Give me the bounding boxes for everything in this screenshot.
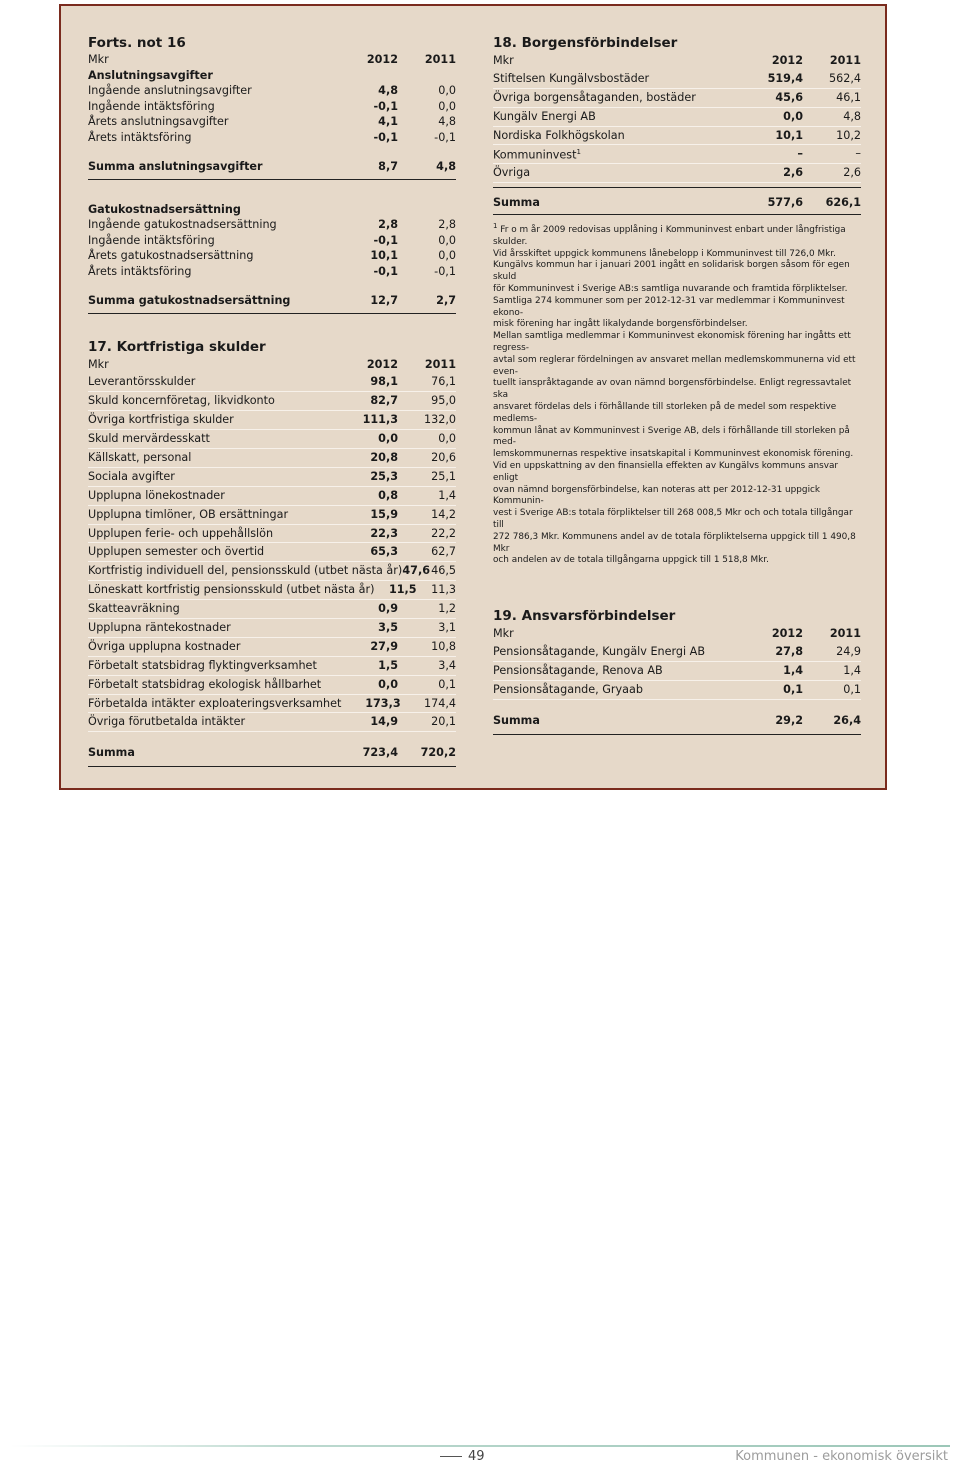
table-row — [88, 233, 456, 249]
row-label: Pensionsåtagande, Kungälv Energi AB — [493, 645, 706, 659]
table-row — [88, 248, 456, 264]
right-column — [493, 34, 861, 735]
row-label: Skuld koncernföretag, likvidkonto — [88, 394, 275, 408]
row-label: Ingående intäktsföring — [88, 99, 215, 113]
row-label: Ingående anslutningsavgifter — [88, 84, 252, 97]
table-row — [493, 127, 861, 146]
table-row — [88, 392, 456, 411]
footnote-text: Fr o m år 2009 redovisas upplåning i Kommuninvest enbart under långfristiga skulder. — [493, 225, 846, 247]
value-2012: 2,8 — [378, 218, 398, 231]
row-label: Övriga kortfristiga skulder — [88, 413, 234, 427]
value-2012: – — [797, 147, 803, 161]
value-2012: 111,3 — [362, 413, 398, 427]
value-2012: 45,6 — [775, 90, 803, 104]
row-label — [493, 144, 741, 165]
section-title-gatu: Gatukostnadsersättning — [88, 202, 241, 216]
row-label: Sociala avgifter — [88, 469, 175, 483]
row-label: Upplupna räntekostnader — [88, 620, 231, 634]
value-2011: 76,1 — [431, 375, 456, 389]
table-row — [88, 638, 456, 657]
value-2012: 1,5 — [378, 658, 398, 672]
value-2012: 0,0 — [378, 677, 398, 691]
value-2012: 27,9 — [370, 639, 398, 653]
row-label: Årets intäktsföring — [88, 130, 192, 144]
value-2011: 3,4 — [438, 658, 456, 672]
table-row — [88, 264, 456, 280]
footnote-text: för Kommuninvest i Sverige AB:s samtliga nuvarande och framtida förpliktelser. — [493, 284, 848, 295]
value-2011: 46,1 — [836, 90, 861, 104]
row-label: Stiftelsen Kungälvsbostäder — [493, 71, 650, 85]
value-2011: 0,1 — [843, 682, 861, 696]
value-2011: 2,6 — [843, 166, 861, 180]
divider — [493, 734, 861, 735]
value-2011: -0,1 — [434, 264, 456, 278]
row-label: Upplupen semester och övertid — [88, 545, 265, 559]
left-column — [88, 34, 456, 767]
value-2012: 15,9 — [370, 507, 398, 521]
value-2011: 174,4 — [423, 696, 456, 710]
footnote-line — [493, 555, 861, 567]
table-row — [88, 657, 456, 676]
table-row — [493, 108, 861, 127]
footnote-text: Vid årsskiftet uppgick kommunens lånebelopp i Kommuninvest till 726,0 Mkr. — [493, 248, 836, 259]
value-2012: -0,1 — [373, 264, 398, 278]
row-label: Förbetalt statsbidrag flyktingverksamhet — [88, 658, 317, 672]
footnote-line — [493, 221, 861, 249]
table-row — [88, 468, 456, 487]
value-2012: 0,1 — [783, 682, 803, 696]
value-2011: 132,0 — [423, 413, 456, 427]
value-2012: 0,9 — [378, 602, 398, 616]
footer-rule — [10, 1445, 950, 1447]
value-2011: 0,0 — [438, 233, 456, 247]
table-row — [88, 114, 456, 130]
value-2011: 0,0 — [438, 99, 456, 113]
value-2012: 0,0 — [783, 109, 803, 123]
value-2011: 46,5 — [431, 564, 456, 578]
continued-note-title: Forts. not 16 — [88, 35, 186, 51]
row-label: Upplupna timlöner, OB ersättningar — [88, 507, 289, 521]
footnote-text: avtal som reglerar fördelningen av ansvaret mellan medlemskommunerna vid ett even- — [493, 354, 856, 377]
table-row — [88, 695, 456, 714]
value-2011: 3,1 — [438, 620, 456, 634]
row-label: Övriga borgensåtaganden, bostäder — [493, 90, 696, 104]
row-label: Skatteavräkning — [88, 602, 180, 616]
table-row — [88, 83, 456, 99]
row-label: Löneskatt kortfristig pensionsskuld (utbet nästa år) — [88, 583, 375, 597]
value-2011: 20,1 — [431, 715, 456, 729]
footnote-text: ovan nämnd borgensförbindelse, kan noteras att per 2012-12-31 uppgick Kommunin- — [493, 484, 821, 507]
row-label: Övriga upplupna kostnader — [88, 639, 241, 653]
table-row — [493, 145, 861, 164]
value-2011: 11,3 — [431, 583, 456, 597]
footnote-line — [493, 449, 861, 461]
value-2011: 1,2 — [438, 602, 456, 616]
row-label: Pensionsåtagande, Gryaab — [493, 682, 643, 696]
footer-title: Kommunen - ekonomisk översikt — [735, 1449, 948, 1464]
value-2012: 25,3 — [370, 469, 398, 483]
page-number: 49 — [440, 1449, 485, 1464]
row-label: Ingående intäktsföring — [88, 233, 215, 247]
value-2012: 47,6 — [402, 564, 430, 578]
footnote-line — [493, 508, 861, 532]
value-2012: 11,5 — [388, 583, 417, 597]
footnote-line — [493, 331, 861, 355]
value-2012: 82,7 — [370, 394, 398, 408]
row-label: Förbetalt statsbidrag ekologisk hållbarhet — [88, 677, 322, 691]
footnote-text: Vid en uppskattning av den finansiella effekten av Kungälvs kommuns ansvar enligt — [493, 461, 839, 483]
borgen-rows — [493, 70, 861, 183]
row-label: Övriga förutbetalda intäkter — [88, 715, 246, 729]
value-2011: -0,1 — [434, 130, 456, 144]
note-18-title: 18. Borgensförbindelser — [493, 35, 678, 51]
footnote-line — [493, 532, 861, 556]
value-2011: 562,4 — [828, 71, 861, 85]
value-2012: 4,8 — [378, 84, 398, 97]
column-header: Mkr 2012 2011 — [493, 627, 861, 641]
page-footer — [0, 1445, 960, 1465]
value-2012: 2,6 — [783, 166, 803, 180]
note-19-title: 19. Ansvarsförbindelser — [493, 608, 676, 625]
footnote-text: tuellt ianspråktagande av ovan nämnd borgensförbindelse. Enligt regressavtalet ska — [493, 378, 852, 401]
table-row — [88, 676, 456, 695]
column-header: Mkr 2012 2011 — [88, 357, 456, 371]
value-2012: 10,1 — [775, 128, 803, 142]
footnote-line — [493, 402, 861, 426]
value-2011: 10,8 — [431, 639, 456, 653]
sum-row-gatu: Summa gatukostnadsersättning 12,7 2,7 — [88, 294, 456, 307]
kort-rows — [88, 373, 456, 732]
footnote-line — [493, 249, 861, 261]
anslutning-rows — [88, 83, 456, 145]
footnote-line — [493, 296, 861, 320]
sum-row-borgen: Summa 577,6 626,1 — [493, 196, 861, 210]
table-row — [88, 99, 456, 115]
row-label: Årets anslutningsavgifter — [88, 115, 229, 128]
value-2011: 10,2 — [836, 128, 861, 142]
table-row — [88, 430, 456, 449]
value-2012: 27,8 — [775, 645, 803, 659]
value-2011: 62,7 — [431, 545, 456, 559]
value-2012: 65,3 — [370, 545, 398, 559]
row-label: Ingående gatukostnadsersättning — [88, 218, 277, 231]
value-2011: 4,8 — [438, 115, 456, 128]
value-2011: 1,4 — [438, 488, 456, 502]
row-label: Leverantörsskulder — [88, 375, 196, 389]
value-2012: 14,9 — [370, 715, 398, 729]
row-label: Källskatt, personal — [88, 450, 192, 464]
footnote-marker: 1 — [576, 148, 581, 157]
value-2012: 10,1 — [370, 249, 398, 262]
value-2012: 4,1 — [378, 115, 398, 128]
footnote-line — [493, 461, 861, 485]
value-2011: 24,9 — [836, 645, 861, 659]
value-2011: 0,0 — [438, 84, 456, 97]
table-row — [88, 373, 456, 392]
footnote — [493, 221, 861, 567]
divider — [88, 766, 456, 767]
footnote-text: vest i Sverige AB:s totala förpliktelser till 268 008,5 Mkr och och totala tillgångar till — [493, 508, 853, 531]
row-label: Övriga — [493, 166, 531, 180]
row-label: Kortfristig individuell del, pensionsskuld (utbet nästa år) — [88, 564, 403, 578]
row-label: Upplupen ferie- och uppehållslön — [88, 526, 274, 540]
footnote-line — [493, 284, 861, 296]
footnote-text: och andelen av de totala tillgångarna uppgick till 1 518,8 Mkr. — [493, 555, 769, 566]
row-label: Skuld mervärdesskatt — [88, 432, 210, 446]
table-row — [88, 562, 456, 581]
table-row — [88, 130, 456, 146]
footnote-text: Samtliga 274 kommuner som per 2012-12-31 var medlemmar i Kommuninvest ekono- — [493, 295, 845, 318]
column-header: Mkr 2012 2011 — [88, 53, 456, 66]
table-row — [493, 681, 861, 700]
gatu-rows — [88, 217, 456, 279]
table-row — [493, 164, 861, 183]
value-2011: 0,1 — [438, 677, 456, 691]
footnote-text: kommun lånat av Kommuninvest i Sverige AB, dels i förhållande till storleken på med- — [493, 425, 850, 448]
footnote-line — [493, 426, 861, 450]
footnote-line — [493, 485, 861, 509]
value-2012: 3,5 — [378, 620, 398, 634]
value-2012: 20,8 — [370, 450, 398, 464]
value-2011: 4,8 — [843, 109, 861, 123]
table-row — [88, 619, 456, 638]
footnote-marker: 1 — [493, 222, 498, 231]
value-2011: 95,0 — [431, 394, 456, 408]
value-2011: 14,2 — [431, 507, 456, 521]
value-2011: – — [855, 147, 861, 161]
table-row — [88, 543, 456, 562]
value-2012: 1,4 — [783, 663, 803, 677]
row-label: Kungälv Energi AB — [493, 109, 596, 123]
value-2012: -0,1 — [373, 99, 398, 113]
row-label: Upplupna lönekostnader — [88, 488, 225, 502]
footnote-text: Mellan samtliga medlemmar i Kommuninvest ekonomisk förening har ingåtts ett regress- — [493, 331, 851, 354]
value-2012: -0,1 — [373, 233, 398, 247]
note-17-title: 17. Kortfristiga skulder — [88, 338, 266, 355]
table-row — [493, 662, 861, 681]
footnote-line — [493, 319, 861, 331]
table-row — [88, 713, 456, 732]
row-label-text: Kommuninvest — [493, 148, 577, 162]
table-row — [88, 449, 456, 468]
table-row — [88, 217, 456, 233]
sum-row-anslutning: Summa anslutningsavgifter 8,7 4,8 — [88, 160, 456, 173]
value-2011: 0,0 — [438, 432, 456, 446]
row-label: Årets gatukostnadsersättning — [88, 249, 254, 262]
footnote-text: 272 786,3 Mkr. Kommunens andel av de totala förpliktelserna uppgick till 1 490,8 Mkr — [493, 531, 856, 554]
value-2012: 98,1 — [370, 375, 398, 389]
sum-row-ansvar: Summa 29,2 26,4 — [493, 713, 861, 727]
table-row — [493, 70, 861, 89]
value-2011: 25,1 — [431, 469, 456, 483]
footnote-text: lemskommunernas respektive insatskapital i Kommuninvest ekonomisk förening. — [493, 449, 854, 460]
table-row — [88, 411, 456, 430]
value-2011: 22,2 — [431, 526, 456, 540]
value-2011: 1,4 — [843, 663, 861, 677]
row-label: Årets intäktsföring — [88, 264, 192, 278]
value-2011: 2,8 — [438, 218, 456, 231]
value-2012: -0,1 — [373, 130, 398, 144]
footnote-line — [493, 378, 861, 402]
row-label: Förbetalda intäkter exploateringsverksamhet — [88, 696, 342, 710]
footnote-text: ansvaret fördelas dels i förhållande till storleken på de medel som respektive medlems- — [493, 402, 837, 424]
footnote-line — [493, 260, 861, 284]
sum-row-kort: Summa 723,4 720,2 — [88, 746, 456, 760]
table-row — [493, 89, 861, 108]
table-row — [88, 525, 456, 544]
row-label: Pensionsåtagande, Renova AB — [493, 663, 663, 677]
value-2011: 20,6 — [431, 450, 456, 464]
value-2011: 0,0 — [438, 249, 456, 262]
value-2012: 22,3 — [370, 526, 398, 540]
value-2012: 0,8 — [378, 488, 398, 502]
footnote-line — [493, 355, 861, 379]
value-2012: 519,4 — [767, 71, 803, 85]
value-2012: 0,0 — [378, 432, 398, 446]
table-row — [493, 643, 861, 662]
row-label: Nordiska Folkhögskolan — [493, 128, 625, 142]
ansvar-rows — [493, 643, 861, 700]
table-row — [88, 581, 456, 600]
table-row — [88, 487, 456, 506]
table-row — [88, 506, 456, 525]
value-2012: 173,3 — [365, 696, 401, 710]
footnote-text: Kungälvs kommun har i januari 2001 ingått en solidarisk borgen såsom för egen skuld — [493, 260, 850, 283]
table-row — [88, 600, 456, 619]
column-header: Mkr 2012 2011 — [493, 54, 861, 67]
section-title-anslutning: Anslutningsavgifter — [88, 68, 213, 82]
footnote-text: misk förening har ingått likalydande borgensförbindelser. — [493, 319, 748, 330]
